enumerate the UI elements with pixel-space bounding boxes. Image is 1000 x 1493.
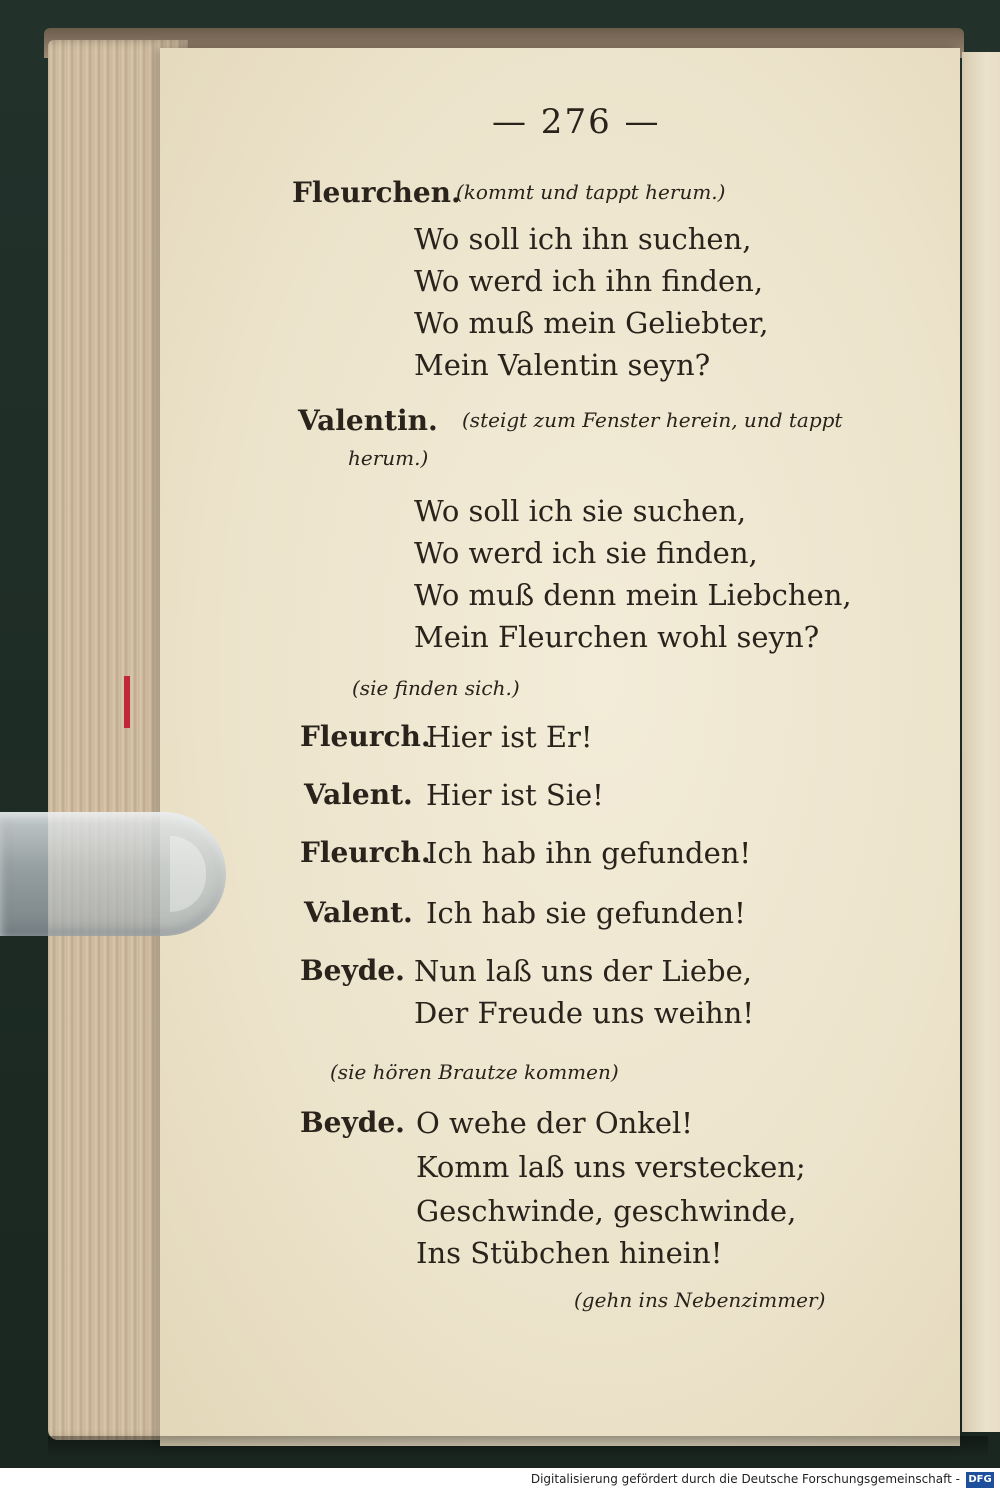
verse-line: O wehe der Onkel! <box>416 1106 693 1140</box>
facing-page-edge <box>962 52 1000 1432</box>
dialogue-line: Hier ist Er! <box>426 720 593 754</box>
verse-line: Nun laß uns der Liebe, <box>414 954 753 988</box>
verse-line: Komm laß uns verstecken; <box>416 1150 806 1184</box>
stage-direction: (steigt zum Fenster herein, und tappt <box>462 408 843 432</box>
verse-line: Wo muß mein Geliebter, <box>414 306 769 340</box>
speaker-name: Fleurchen. <box>292 176 461 209</box>
stage-direction: (sie hören Brautze kommen) <box>330 1060 619 1084</box>
book-bottom-shadow <box>48 1436 988 1458</box>
dfg-logo: DFG <box>966 1472 994 1488</box>
speaker-name: Fleurch. <box>300 836 431 869</box>
speaker-name: Fleurch. <box>300 720 431 753</box>
verse-line: Mein Valentin seyn? <box>414 348 711 382</box>
stage-direction: (sie finden sich.) <box>352 676 520 700</box>
speaker-name: Valent. <box>304 896 413 929</box>
verse-line: Ins Stübchen hinein! <box>416 1236 723 1270</box>
stage-direction-continued: herum.) <box>348 446 429 470</box>
page-number: — 276 — <box>492 102 661 142</box>
stage-direction: (gehn ins Nebenzimmer) <box>574 1288 826 1312</box>
red-page-marker <box>124 676 130 728</box>
speaker-name: Valent. <box>304 778 413 811</box>
verse-line: Geschwinde, geschwinde, <box>416 1194 797 1228</box>
verse-line: Der Freude uns weihn! <box>414 996 754 1030</box>
funding-notice: Digitalisierung gefördert durch die Deutsche Forschungsgemeinschaft - <box>530 1472 960 1486</box>
speaker-name: Beyde. <box>300 1106 405 1139</box>
dialogue-line: Hier ist Sie! <box>426 778 604 812</box>
dialogue-line: Ich hab sie gefunden! <box>426 896 746 930</box>
dialogue-line: Ich hab ihn gefunden! <box>426 836 752 870</box>
verse-line: Wo soll ich ihn suchen, <box>414 222 752 256</box>
verse-line: Wo muß denn mein Liebchen, <box>414 578 852 612</box>
stage-direction: (kommt und tappt herum.) <box>456 180 726 204</box>
verse-line: Mein Fleurchen wohl seyn? <box>414 620 820 654</box>
verse-line: Wo soll ich sie suchen, <box>414 494 747 528</box>
verse-line: Wo werd ich ihn finden, <box>414 264 764 298</box>
speaker-name: Valentin. <box>298 404 438 437</box>
verse-line: Wo werd ich sie finden, <box>414 536 758 570</box>
attribution-footer <box>0 1468 1000 1493</box>
speaker-name: Beyde. <box>300 954 405 987</box>
